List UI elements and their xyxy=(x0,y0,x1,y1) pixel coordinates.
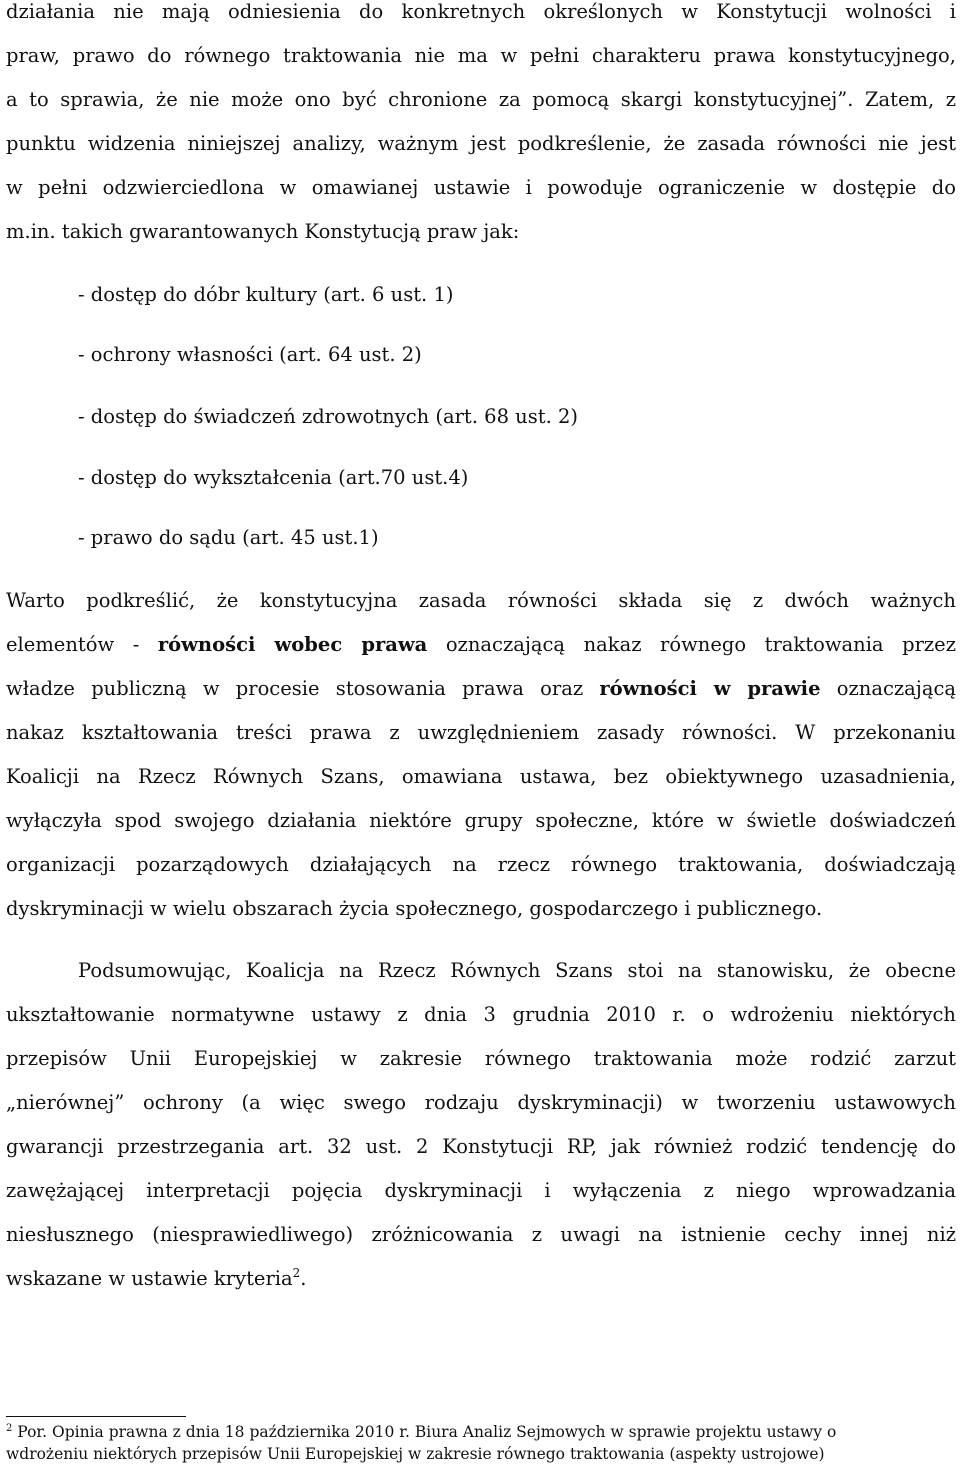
paragraph-line: dyskryminacji w wielu obszarach życia społecznego, gospodarczego i publicznego. xyxy=(6,897,823,920)
paragraph-line: „nierównej” ochrony (a więc swego rodzaju dyskryminacji) w tworzeniu ustawowych xyxy=(6,1091,956,1114)
paragraph-line: gwarancji przestrzegania art. 32 ust. 2 Konstytucji RP, jak również rodzić tendencję do xyxy=(6,1135,956,1158)
text-segment: wskazane w ustawie kryteria xyxy=(6,1267,293,1290)
paragraph-line xyxy=(6,1264,956,1294)
list-item: - ochrony własności (art. 64 ust. 2) xyxy=(78,343,422,366)
paragraph-line xyxy=(6,630,956,660)
list-item: - prawo do sądu (art. 45 ust.1) xyxy=(78,526,379,549)
paragraph-line: a to sprawia, że nie może ono być chronione za pomocą skargi konstytucyjnej”. Zatem, z xyxy=(6,88,956,111)
list-item: - dostęp do wykształcenia (art.70 ust.4) xyxy=(78,466,469,489)
paragraph-line: punktu widzenia niniejszej analizy, ważnym jest podkreślenie, że zasada równości nie jest xyxy=(6,132,956,155)
text-segment: . xyxy=(300,1267,307,1290)
paragraph-line: m.in. takich gwarantowanych Konstytucją praw jak: xyxy=(6,220,520,243)
paragraph-line: działania nie mają odniesienia do konkretnych określonych w Konstytucji wolności i xyxy=(6,0,956,23)
footnote-separator xyxy=(6,1416,186,1417)
text-segment: władze publiczną w procesie stosowania prawa oraz xyxy=(6,677,600,700)
bold-term: równości wobec prawa xyxy=(157,633,428,656)
paragraph-line: przepisów Unii Europejskiej w zakresie równego traktowania może rodzić zarzut xyxy=(6,1047,956,1070)
list-item: - dostęp do dóbr kultury (art. 6 ust. 1) xyxy=(78,283,454,306)
footnote-line: wdrożeniu niektórych przepisów Unii Europejskiej w zakresie równego traktowania (aspekty ustrojowe) xyxy=(6,1445,825,1463)
paragraph-line: organizacji pozarządowych działających na rzecz równego traktowania, doświadczają xyxy=(6,853,956,876)
paragraph-line: niesłusznego (niesprawiedliwego) zróżnicowania z uwagi na istnienie cechy innej niż xyxy=(6,1223,956,1246)
footnote-line xyxy=(6,1421,956,1443)
text-segment: oznaczającą xyxy=(820,677,956,700)
footnote-reference[interactable]: 2 xyxy=(292,1266,301,1280)
paragraph-line: zawężającej interpretacji pojęcia dyskryminacji i wyłączenia z niego wprowadzania xyxy=(6,1179,956,1202)
footnote-text: Por. Opinia prawna z dnia 18 października 2010 r. Biura Analiz Sejmowych w sprawie projektu ustawy o xyxy=(12,1423,837,1441)
paragraph-line: Koalicji na Rzecz Równych Szans, omawiana ustawa, bez obiektywnego uzasadnienia, xyxy=(6,765,956,788)
paragraph-line: Warto podkreślić, że konstytucyjna zasada równości składa się z dwóch ważnych xyxy=(6,589,956,612)
bold-term: równości w prawie xyxy=(599,677,821,700)
paragraph-line: Podsumowując, Koalicja na Rzecz Równych Szans stoi na stanowisku, że obecne xyxy=(78,959,956,982)
paragraph-line: nakaz kształtowania treści prawa z uwzględnieniem zasady równości. W przekonaniu xyxy=(6,721,956,744)
paragraph-line xyxy=(6,674,956,704)
text-segment: oznaczającą nakaz równego traktowania przez xyxy=(427,633,956,656)
paragraph-line: praw, prawo do równego traktowania nie ma w pełni charakteru prawa konstytucyjnego, xyxy=(6,44,956,67)
paragraph-line: w pełni odzwierciedlona w omawianej ustawie i powoduje ograniczenie w dostępie do xyxy=(6,176,956,199)
footnote-number: 2 xyxy=(6,1423,13,1434)
paragraph-line: ukształtowanie normatywne ustawy z dnia 3 grudnia 2010 r. o wdrożeniu niektórych xyxy=(6,1003,956,1026)
paragraph-line: wyłączyła spod swojego działania niektóre grupy społeczne, które w świetle doświadczeń xyxy=(6,809,956,832)
text-segment: elementów - xyxy=(6,633,158,656)
list-item: - dostęp do świadczeń zdrowotnych (art. 68 ust. 2) xyxy=(78,405,578,428)
